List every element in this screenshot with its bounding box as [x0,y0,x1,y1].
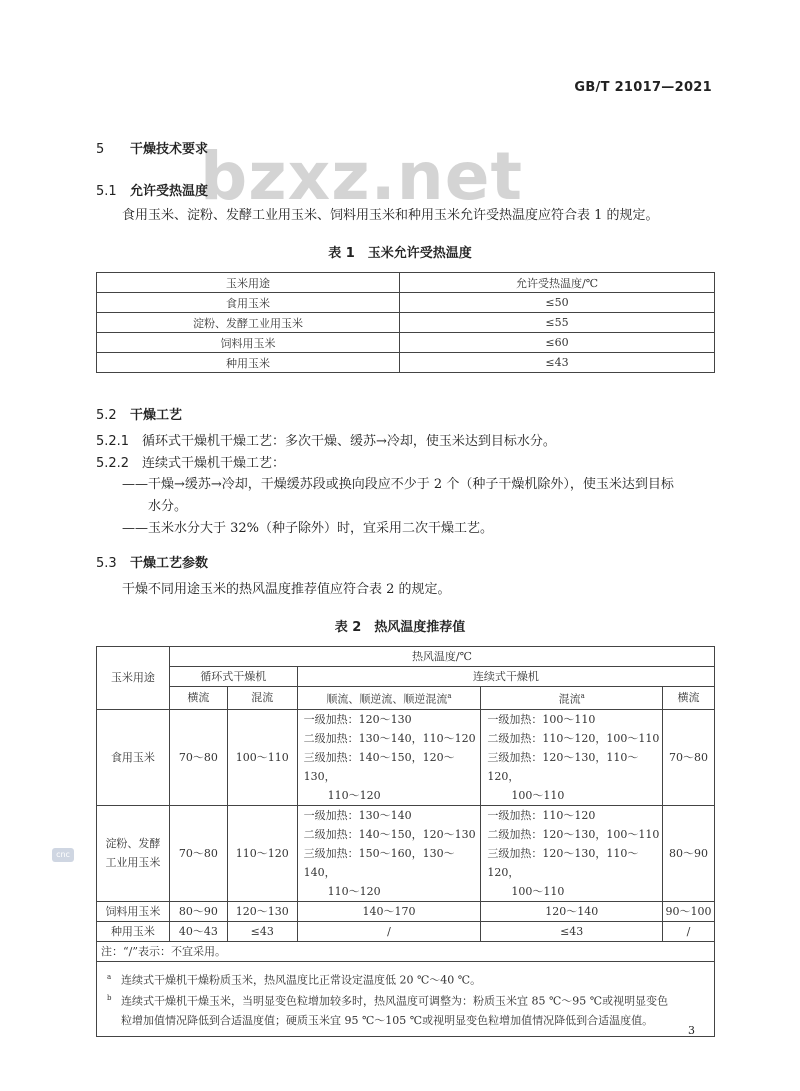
page-number: 3 [688,1024,695,1037]
section-title: 干燥工艺 [130,408,183,423]
table-row [97,333,715,353]
table-cell: 一级加热：100～110 二级加热：110～120，100～110 三级加热：120～130，110～120， 100～110 [481,709,663,805]
table-header-row [97,687,715,710]
footnote-ref: a [580,692,585,700]
table2 [96,646,715,1037]
table-cell: 100～110 [227,709,297,805]
table-cell: 90～100 [663,901,715,921]
section-5-2-2 [96,454,285,474]
table1 [96,272,715,373]
table-row [97,353,715,373]
table-cell: 140～170 [297,901,481,921]
table-cell: 一级加热：120～130 二级加热：130～140，110～120 三级加热：140～150，120～130， 110～120 [297,709,481,805]
standard-number: GB/T 21017—2021 [574,80,712,95]
clause-number: 5.2.1 [96,434,130,449]
table-cell: 饲料用玉米 [97,901,170,921]
table-row [97,901,715,921]
table-cell: 120～140 [481,901,663,921]
table-row [97,805,715,901]
table2-caption: 表 2 热风温度推荐值 [334,620,466,635]
section-title: 允许受热温度 [130,184,209,199]
table-cell: ≤55 [400,313,715,333]
table-header-cell: 允许受热温度/℃ [400,273,715,293]
clause-text: 连续式干燥机干燥工艺： [142,456,286,471]
table-cell: 80～90 [169,901,227,921]
table-row [97,709,715,805]
side-logo: cnc [52,848,74,862]
table-cell: 70～80 [169,805,227,901]
table-cell: ≤43 [481,921,663,941]
table-row [97,921,715,941]
table-header-cell: 顺流、顺逆流、顺逆混流$^a$ [297,687,481,710]
section-5-heading [96,138,208,157]
section-number: 5.3 [96,556,117,571]
table-header-row [97,667,715,687]
table-note: 注：“/”表示：不宜采用。 [97,941,715,961]
table-header-cell: 循环式干燥机 [169,667,297,687]
footnote-ref: a [447,692,452,700]
table-cell: 食用玉米 [97,293,400,313]
table-header-cell: 横流 [663,687,715,710]
section-number: 5 [96,142,105,157]
list-item: ——干燥→缓苏→冷却，干燥缓苏段或换向段应不少于 2 个（种子干燥机除外），使玉米达到目标 [122,477,674,492]
section-5-2-1 [96,432,556,452]
table-cell: ≤43 [400,353,715,373]
table-cell: / [297,921,481,941]
table-header-cell: 连续式干燥机 [297,667,714,687]
list-item-continued: 水分。 [148,499,188,514]
table-cell: / [663,921,715,941]
table-header-cell: 横流 [169,687,227,710]
table-cell: 一级加热：110～120 二级加热：120～130，100～110 三级加热：120～130，110～120， 100～110 [481,805,663,901]
table-cell: ≤43 [227,921,297,941]
table-header-cell: 混流 [227,687,297,710]
watermark: bzxz.net [200,138,524,215]
section-5-3-heading [96,552,208,571]
table-header-row [97,273,715,293]
table-footnote-row [97,961,715,1036]
table-cell: 种用玉米 [97,353,400,373]
table-footnotes [97,961,715,1036]
clause-text: 循环式干燥机干燥工艺：多次干燥、缓苏→冷却，使玉米达到目标水分。 [142,434,556,449]
table-cell: 80～90 [663,805,715,901]
table-header-cell: 玉米用途 [97,273,400,293]
section-5-1-text: 食用玉米、淀粉、发酵工业用玉米、饲料用玉米和种用玉米允许受热温度应符合表 1 的规定。 [122,208,659,223]
section-title: 干燥技术要求 [130,142,209,157]
table-row [97,293,715,313]
section-5-2-heading [96,404,182,423]
table-cell: 70～80 [169,709,227,805]
section-5-3-text: 干燥不同用途玉米的热风温度推荐值应符合表 2 的规定。 [122,582,451,597]
footnote-b: $^b$ 连续式干燥机干燥玉米，当明显变色粒增加较多时，热风温度可调整为：粉质玉米宜 85 ℃～95 ℃或视明显变色 [107,994,669,1008]
table-cell: 70～80 [663,709,715,805]
table-cell: 淀粉、发酵工业用玉米 [97,805,170,901]
table-cell: 一级加热：130～140 二级加热：140～150，120～130 三级加热：150～160，130～140， 110～120 [297,805,481,901]
clause-number: 5.2.2 [96,456,130,471]
footnote-a: $^a$ 连续式干燥机干燥粉质玉米，热风温度比正常设定温度低 20 ℃～40 ℃。 [107,972,482,987]
table-row [97,313,715,333]
list-item: ——玉米水分大于 32%（种子除外）时，宜采用二次干燥工艺。 [122,521,494,536]
section-number: 5.2 [96,408,117,423]
table-cell: ≤50 [400,293,715,313]
section-title: 干燥工艺参数 [130,556,209,571]
table-cell: 饲料用玉米 [97,333,400,353]
table-note-row [97,941,715,961]
table-header-row [97,647,715,667]
section-number: 5.1 [96,184,117,199]
table-cell: 种用玉米 [97,921,170,941]
table-cell: 食用玉米 [97,709,170,805]
table-header-cell: 热风温度/℃ [169,647,714,667]
table-cell: ≤60 [400,333,715,353]
table-header-cell: 玉米用途 [97,647,170,710]
table-header-cell: 混流$^a$ [481,687,663,710]
table1-caption: 表 1 玉米允许受热温度 [328,246,472,261]
section-5-1-heading [96,180,208,199]
footnote-b-continued: 粒增加值情况降低到合适温度值；硬质玉米宜 95 ℃～105 ℃或视明显变色粒增加值情况降低到合适温度值。 [121,1013,654,1027]
table-cell: 淀粉、发酵工业用玉米 [97,313,400,333]
table-cell: 120～130 [227,901,297,921]
table-cell: 40～43 [169,921,227,941]
table-cell: 110～120 [227,805,297,901]
